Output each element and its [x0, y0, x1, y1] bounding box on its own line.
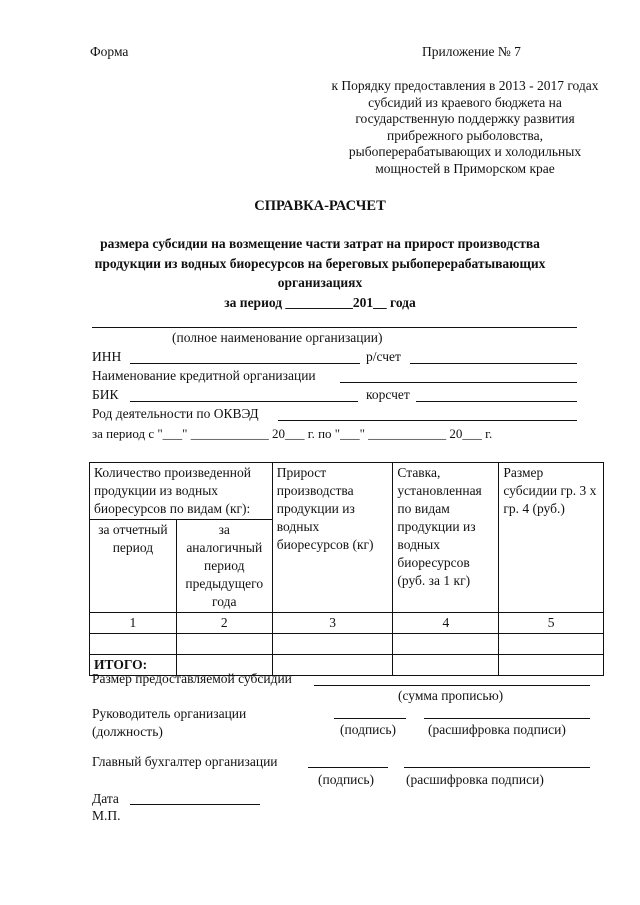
- inn-label: ИНН: [92, 349, 122, 364]
- header-previous-period: за аналогичный период предыдущего года: [176, 520, 272, 613]
- stamp-label: М.П.: [92, 808, 121, 823]
- table-cell[interactable]: [272, 634, 393, 655]
- credit-org-label: Наименование кредитной организации: [92, 368, 316, 383]
- table-row: [90, 634, 604, 655]
- accountant-decode-field[interactable]: [404, 767, 590, 768]
- decode-hint-2: (расшифровка подписи): [406, 772, 544, 787]
- column-numbers-row: [90, 613, 604, 634]
- table-header-row-1: [90, 463, 604, 520]
- header-rate: Ставка, установленная по видам продукции из водных биоресурсов (руб. за 1 кг): [393, 463, 499, 613]
- form-label: Форма: [90, 44, 129, 59]
- signature-hint: (подпись): [340, 722, 397, 737]
- date-label: Дата: [92, 791, 119, 806]
- appendix-description: к Порядку предоставления в 2013 - 2017 годах субсидий из краевого бюджета на государственную поддержку развития прибрежного рыболовства, рыбоперерабатывающих и холодильных мощностей в Приморском крае: [331, 78, 599, 176]
- subsidy-amount-field[interactable]: [314, 685, 590, 686]
- table-cell[interactable]: [393, 634, 499, 655]
- header-reporting-period: за отчетный период: [90, 520, 177, 613]
- org-name-hint: (полное наименование организации): [172, 330, 383, 345]
- signature-hint-2: (подпись): [318, 772, 375, 787]
- accountant-label: Главный бухгалтер организации: [92, 754, 278, 769]
- corr-account-label: корсчет: [366, 387, 410, 402]
- table-cell[interactable]: [176, 634, 272, 655]
- decode-hint: (расшифровка подписи): [428, 722, 566, 737]
- okved-label: Род деятельности по ОКВЭД: [92, 406, 259, 421]
- column-number: 5: [499, 613, 604, 634]
- date-field[interactable]: [130, 804, 260, 805]
- subsidy-amount-label: Размер предоставляемой субсидии: [92, 671, 292, 686]
- table-cell[interactable]: [499, 655, 604, 676]
- table-cell[interactable]: [499, 634, 604, 655]
- position-hint: (должность): [92, 724, 163, 739]
- account-label: р/счет: [366, 349, 401, 364]
- okved-field[interactable]: [278, 420, 577, 421]
- account-field[interactable]: [410, 363, 577, 364]
- subtitle-line-2: продукции из водных биоресурсов на береговых рыбоперерабатывающих: [94, 256, 546, 271]
- corr-account-field[interactable]: [416, 401, 577, 402]
- document-title: СПРАВКА-РАСЧЕТ: [254, 198, 386, 214]
- appendix-number: Приложение № 7: [422, 44, 521, 59]
- column-number: 1: [90, 613, 177, 634]
- total-label: ИТОГО:: [90, 655, 177, 676]
- bik-field[interactable]: [130, 401, 358, 402]
- column-number: 4: [393, 613, 499, 634]
- head-label: Руководитель организации: [92, 706, 247, 721]
- sum-in-words-hint: (сумма прописью): [398, 688, 504, 703]
- head-decode-field[interactable]: [424, 718, 590, 719]
- credit-org-field[interactable]: [340, 382, 577, 383]
- table-cell[interactable]: [90, 634, 177, 655]
- period-line: за период __________201__ года: [224, 295, 416, 310]
- column-number: 2: [176, 613, 272, 634]
- head-signature-field[interactable]: [334, 718, 406, 719]
- bik-label: БИК: [92, 387, 119, 402]
- inn-field[interactable]: [130, 363, 360, 364]
- column-number: 3: [272, 613, 393, 634]
- table-cell[interactable]: [393, 655, 499, 676]
- subtitle-line-3: организациях: [277, 275, 363, 290]
- header-growth: Прирост производства продукции из водных биоресурсов (кг): [272, 463, 393, 613]
- org-name-field[interactable]: [92, 327, 577, 328]
- accountant-signature-field[interactable]: [308, 767, 388, 768]
- period-range: за период с "___" ____________ 20___ г. по "___" ____________ 20___ г.: [92, 426, 493, 441]
- subtitle-line-1: размера субсидии на возмещение части затрат на прирост производства: [100, 236, 540, 251]
- header-subsidy: Размер субсидии гр. 3 х гр. 4 (руб.): [499, 463, 604, 613]
- calculation-table: [89, 462, 604, 676]
- header-product-quantity: Количество произведенной продукции из водных биоресурсов по видам (кг):: [90, 463, 273, 520]
